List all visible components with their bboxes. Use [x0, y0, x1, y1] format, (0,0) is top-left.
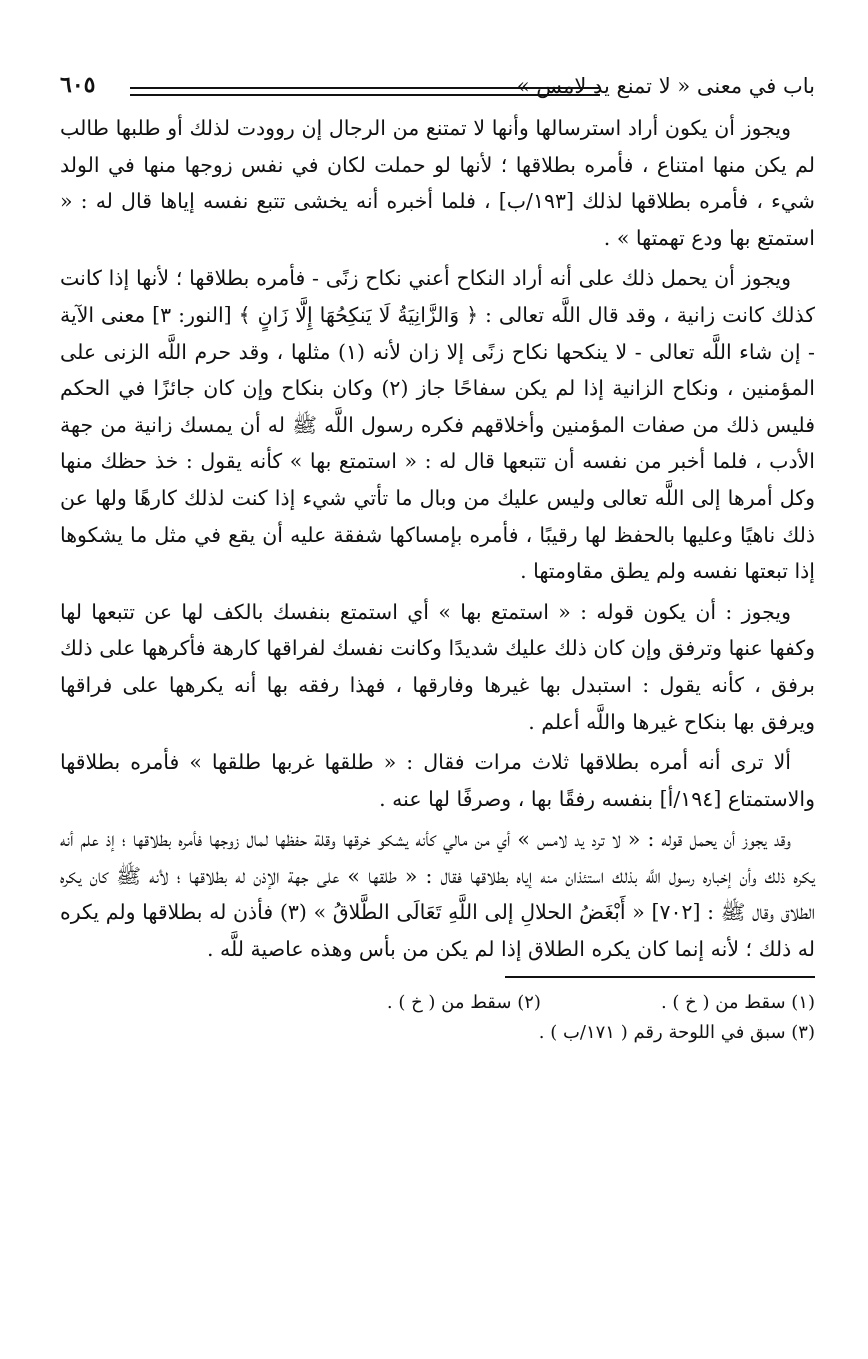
paragraph-3: ويجوز : أن يكون قوله : « استمتع بها » أي استمتع بنفسك بالكف لها عن تتبعها لها وكفها عنها وترفق وإن كان ذلك عليك شديدًا وكانت نفسك لفراقها كارهة فأكرهها على ذلك برفق ، كأنه يقول : استبدل بها غيرها وفارقها ، فهذا رفقه بها أنه يكرهها على فراقها ويرفق بها بنكاح غيرها واللَّه أعلم . — [60, 599, 815, 734]
paragraph-5: وقد يجوز أن يحمل قوله : « لا ترد يد لامس » أي من مالي كأنه يشكو خرقها وقلة حفظها لمال زوجها فأمره بطلاقها ؛ إذ علم أنه يكره ذلك وأن إخباره رسول اللَّه بذلك استئذان منه إياه بطلاقها فقال : « طلقها » على جهة الإذن له بطلاقها ؛ لأنه ﷺ كان يكره الطلاق وقال ﷺ : [٧٠٢] « أَبْغَضُ الحلالِ إلى اللَّهِ تَعَالَى الطَّلاقُ » (٣) فأذن له بطلاقها ولم يكره له ذلك ؛ لأنه إنما كان يكره الطلاق إذا لم يكن من بأس وهذه عاصية للَّه . — [60, 827, 815, 962]
page-header — [60, 70, 815, 106]
paragraph-2: ويجوز أن يحمل ذلك على أنه أراد النكاح أعني نكاح زنًى - فأمره بطلاقها ؛ لأنها إذا كانت كذلك كانت زانية ، وقد قال اللَّه تعالى : ﴿ وَالزَّانِيَةُ لَا يَنكِحُهَا إِلَّا زَانٍ ﴾ [النور: ٣] معنى الآية - إن شاء اللَّه تعالى - لا ينكحها نكاح زنًى إلا زان لأنه (١) مثلها ، وقد حرم اللَّه الزنى على المؤمنين ، ونكاح الزانية إذا لم يكن سفاحًا جاز (٢) وكان بنكاح وإن كان جائزًا في الحكم فليس ذلك من صفات المؤمنين وأخلاقهم فكره رسول اللَّه ﷺ له أن يمسك زانية من جهة الأدب ، فلما أخبر من نفسه أن تتبعها قال له : « استمتع بها » كأنه يقول : خذ حظك منها وكل أمرها إلى اللَّه تعالى وليس عليك من وبال ما تأتي شيء إذا كنت لذلك كارهًا ولها عن ذلك ناهيًا وعليها بالحفظ لها رقيبًا ، فأمره بإمساكها شفقة عليه أن يقع في مثل ما يشكوها إذا تبعتها نفسه ولم يطق مقاومتها . — [60, 266, 815, 584]
footnote-2: (٢) سقط من ( خ ) . — [386, 991, 541, 1013]
footnote-separator — [505, 976, 815, 978]
paragraph-4: ألا ترى أنه أمره بطلاقها ثلاث مرات فقال : « طلقها غربها طلقها » فأمره بطلاقها والاستمتاع [١٩٤/أ] بنفسه رفقًا بها ، وصرفًا لها عنه . — [60, 750, 815, 811]
paragraph-1: ويجوز أن يكون أراد استرسالها وأنها لا تمتنع من الرجال إن روودت لذلك أو طلبها طالب لم يكن منها امتناع ، فأمره بطلاقها ؛ لأنها لو حملت لكان في نفس زوجها منها في الولد شيء ، فأمره بطلاقها لذلك [١٩٣/ب] ، فلما أخبره أنه يخشى تتبع نفسه إياها قال له : « استمتع بها ودع تهمتها » . — [60, 116, 815, 250]
header-double-rule — [130, 87, 600, 96]
page-number: ٦٠٥ — [60, 72, 96, 98]
running-title: باب في معنى « لا تمنع يد لامس » — [516, 74, 815, 98]
body-text — [60, 110, 815, 968]
footnote-3: (٣) سبق في اللوحة رقم ( ١٧١/ب ) . — [538, 1021, 815, 1043]
footnote-1: (١) سقط من ( خ ) . — [660, 991, 815, 1013]
footnotes — [60, 988, 815, 1048]
page — [60, 70, 815, 1048]
footnote-row — [60, 988, 815, 1018]
